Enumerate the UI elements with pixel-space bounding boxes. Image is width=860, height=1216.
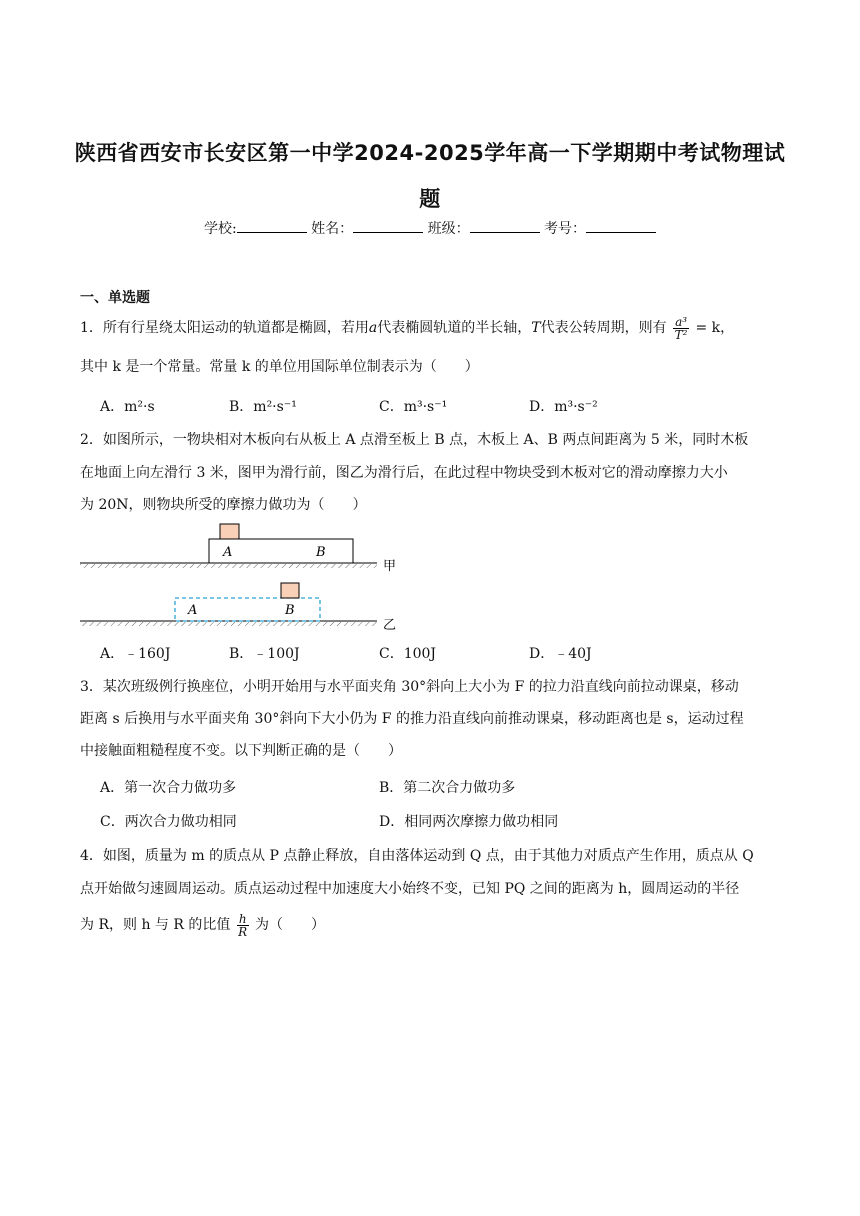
label-jia: 甲	[383, 559, 397, 574]
q2-option-b[interactable]: B．﹣100J	[229, 646, 300, 662]
label-a-jia: A	[223, 545, 233, 560]
title-line-1: 陕西省西安市长安区第一中学2024-2025学年高一下学期期中考试物理试	[74, 141, 786, 165]
q2-option-a[interactable]: A．﹣160J	[100, 646, 171, 662]
label-b-yi: B	[285, 603, 295, 618]
q2-figure	[75, 520, 415, 635]
ground-hatch-yi	[80, 622, 377, 626]
student-info	[0, 218, 860, 238]
q3-option-b[interactable]: B．第二次合力做功多	[379, 780, 516, 796]
q4-text-b: 为（ ）	[255, 917, 325, 933]
number-blank[interactable]	[586, 218, 656, 233]
name-label: 姓名：	[311, 221, 354, 237]
q3-line-1: 3．某次班级例行换座位，小明开始用与水平面夹角 30°斜向上大小为 F 的拉力沿直线向前拉动课桌，移动	[80, 679, 739, 695]
section-heading: 一、单选题	[80, 290, 150, 306]
q1-line-1	[80, 313, 734, 343]
q4-fraction	[237, 913, 249, 938]
school-blank[interactable]	[237, 218, 307, 233]
q1-line-2: 其中 k 是一个常量。常量 k 的单位用国际单位制表示为（ ）	[80, 359, 479, 375]
q1-text-a: 1．所有行星绕太阳运动的轨道都是椭圆，若用	[80, 320, 369, 336]
q2-line-2: 在地面上向左滑行 3 米，图甲为滑行前，图乙为滑行后，在此过程中物块受到木板对它的滑动摩擦力大小	[80, 465, 728, 481]
q1-option-c[interactable]: C．m³·s⁻¹	[379, 399, 448, 415]
school-label: 学校:	[203, 221, 237, 237]
q4-text-a: 为 R，则 h 与 R 的比值	[80, 917, 231, 933]
block-yi	[281, 583, 299, 598]
label-a-yi: A	[188, 603, 198, 618]
q1-text-c: 代表公转周期，则有	[540, 320, 667, 336]
q4-line-3	[80, 910, 325, 940]
q3-option-c[interactable]: C．两次合力做功相同	[100, 814, 237, 830]
block-jia	[220, 524, 239, 539]
q4-line-2: 点开始做匀速圆周运动。质点运动过程中加速度大小始终不变，已知 PQ 之间的距离为 h，圆周运动的半径	[80, 881, 740, 897]
q3-option-d[interactable]: D．相同两次摩擦力做功相同	[379, 814, 559, 830]
q1-option-d[interactable]: D．m³·s⁻²	[529, 399, 598, 415]
name-blank[interactable]	[353, 218, 423, 233]
q2-line-3: 为 20N，则物块所受的摩擦力做功为（ ）	[80, 497, 367, 513]
class-label: 班级：	[427, 221, 470, 237]
q4-line-1: 4．如图，质量为 m 的质点从 P 点静止释放，自由落体运动到 Q 点，由于其他力对质点产生作用，质点从 Q	[80, 848, 754, 864]
q1-option-b[interactable]: B．m²·s⁻¹	[229, 399, 297, 415]
q1-frac-den: T²	[674, 327, 688, 342]
q4-frac-num: h	[238, 911, 247, 926]
class-blank[interactable]	[470, 218, 540, 233]
q1-fraction	[673, 316, 689, 341]
q3-line-3: 中接触面粗糙程度不变。以下判断正确的是（ ）	[80, 743, 402, 759]
q2-option-d[interactable]: D．﹣40J	[529, 646, 592, 662]
q3-line-2: 距离 s 后换用与水平面夹角 30°斜向下大小仍为 F 的推力沿直线向前推动课桌，移动距离也是 s，运动过程	[80, 711, 744, 727]
q2-option-c[interactable]: C．100J	[379, 646, 437, 662]
q1-text-d: = k，	[695, 320, 735, 336]
q2-line-1: 2．如图所示，一物块相对木板向右从板上 A 点滑至板上 B 点，木板上 A、B 两点间距离为 5 米，同时木板	[80, 432, 749, 448]
q1-frac-num: a³	[675, 314, 688, 329]
label-b-jia: B	[316, 545, 326, 560]
q4-frac-den: R	[238, 924, 248, 939]
title-line-2: 题	[419, 187, 441, 211]
q1-text-b: 代表椭圆轨道的半长轴，	[377, 320, 532, 336]
q3-option-a[interactable]: A．第一次合力做功多	[100, 780, 237, 796]
number-label: 考号：	[544, 221, 587, 237]
label-yi: 乙	[383, 618, 397, 633]
q1-var-a: a	[368, 320, 378, 336]
q1-var-t: T	[531, 320, 541, 336]
ground-hatch-jia	[80, 564, 377, 568]
q1-option-a[interactable]: A．m²·s	[100, 399, 155, 415]
